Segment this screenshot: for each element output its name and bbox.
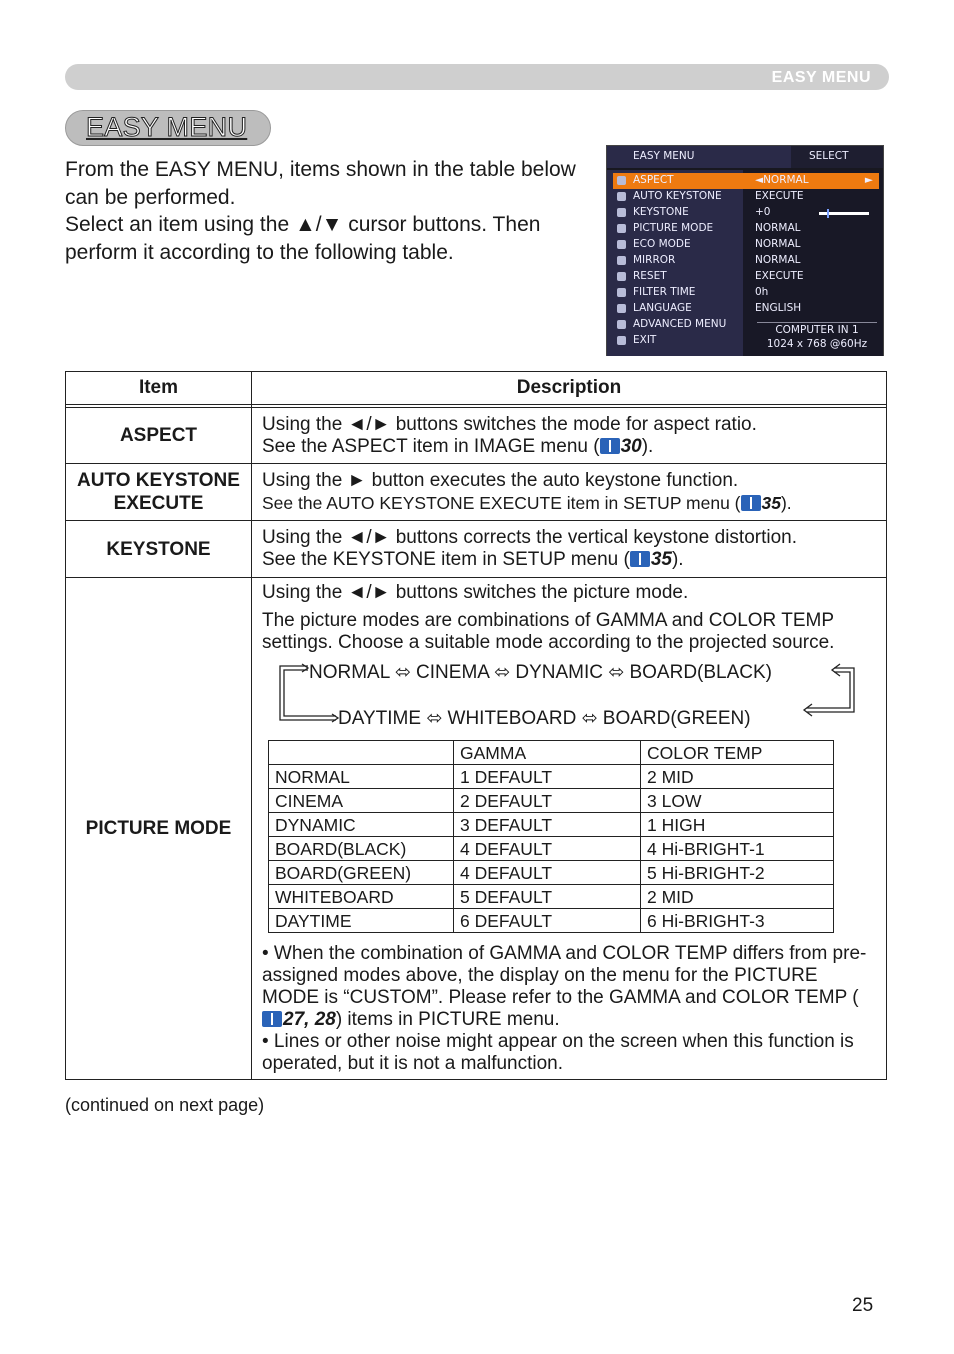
picture-mode-icon: [617, 224, 626, 233]
item-label-line: EXECUTE: [113, 493, 204, 514]
osd-item-label: KEYSTONE: [633, 206, 689, 218]
aspect-icon: [617, 176, 626, 185]
osd-item-label: ASPECT: [633, 174, 674, 186]
table-cell: 6 Hi-BRIGHT-3: [641, 909, 834, 933]
table-cell: 3 DEFAULT: [454, 813, 641, 837]
desc-line: Using the ◄/► buttons switches the mode for aspect ratio.: [262, 413, 757, 435]
page-number: 25: [852, 1295, 874, 1316]
table-cell: BOARD(GREEN): [269, 861, 454, 885]
filter-time-icon: [617, 288, 626, 297]
mirror-icon: [617, 256, 626, 265]
desc-text: ).: [780, 493, 792, 513]
table-header-row: [66, 372, 887, 405]
table-cell: 1 HIGH: [641, 813, 834, 837]
reset-icon: [617, 272, 626, 281]
table-cell: BOARD(BLACK): [269, 837, 454, 861]
table-cell: CINEMA: [269, 789, 454, 813]
table-row: [66, 464, 887, 521]
note-custom: [262, 943, 878, 1031]
table-cell: 4 Hi-BRIGHT-1: [641, 837, 834, 861]
osd-item-mirror: [607, 253, 883, 269]
desc-text: ).: [641, 435, 654, 457]
desc-text: See the AUTO KEYSTONE EXECUTE item in SETUP menu (: [262, 493, 741, 513]
keystone-slider-marker: [827, 209, 829, 218]
desc-line: Using the ◄/► buttons corrects the vertical keystone distortion.: [262, 527, 798, 548]
osd-item-value: 0h: [755, 286, 769, 298]
intro-paragraph-1: From the EASY MENU, items shown in the table below can be performed.: [65, 158, 576, 209]
item-auto-keystone: [66, 464, 252, 521]
item-picture-mode: PICTURE MODE: [66, 578, 252, 1080]
table-cell: WHITEBOARD: [269, 885, 454, 909]
desc-text: • When the combination of GAMMA and COLOR TEMP differs from pre-assigned modes above, the display on the menu for the PICTURE MODE is “CUSTOM”. Please refer to the GAMMA and COLOR TEMP (: [262, 943, 867, 1008]
desc-line: The picture modes are combinations of GAMMA and COLOR TEMP settings. Choose a suitable mode according to the projected source.: [262, 610, 835, 653]
desc-picture-mode: [252, 578, 887, 1080]
page-ref: 35: [650, 549, 672, 570]
desc-keystone: [252, 521, 887, 578]
table-row: [269, 885, 834, 909]
table-row: [269, 741, 834, 765]
osd-item-reset: [607, 269, 883, 285]
page-ref: 27, 28: [283, 1009, 336, 1030]
intro-text: [65, 156, 595, 266]
osd-item-label: ADVANCED MENU: [633, 318, 727, 330]
osd-input-info: [757, 322, 877, 351]
table-row: [269, 837, 834, 861]
table-cell: 6 DEFAULT: [454, 909, 641, 933]
osd-right-arrow: ►: [864, 174, 873, 186]
osd-item-value: EXECUTE: [755, 190, 804, 202]
mode-cycle-diagram: [262, 660, 878, 734]
osd-item-eco-mode: [607, 237, 883, 253]
desc-line: [262, 492, 878, 514]
osd-item-label: LANGUAGE: [633, 302, 692, 314]
osd-item-value: NORMAL: [755, 222, 801, 234]
table-row: [269, 813, 834, 837]
table-cell: 2 DEFAULT: [454, 789, 641, 813]
table-row: [269, 765, 834, 789]
desc-text: See the ASPECT item in IMAGE menu (: [262, 435, 600, 457]
item-label-line: AUTO KEYSTONE: [77, 470, 240, 491]
language-icon: [617, 304, 626, 313]
osd-title: EASY MENU: [633, 150, 695, 162]
page-title-badge: [65, 110, 271, 146]
header-item: Item: [66, 372, 252, 405]
header-bar: [65, 64, 889, 90]
book-icon: [741, 495, 761, 511]
desc-text: See the KEYSTONE item in SETUP menu (: [262, 549, 630, 570]
osd-item-value: NORMAL: [755, 254, 801, 266]
item-keystone: KEYSTONE: [66, 521, 252, 578]
section-label: EASY MENU: [771, 69, 871, 86]
desc-aspect: [252, 408, 887, 464]
keystone-icon: [617, 208, 626, 217]
desc-text: ).: [671, 549, 684, 570]
desc-line: Using the ► button executes the auto keystone function.: [262, 470, 739, 491]
osd-item-label: EXIT: [633, 334, 657, 346]
osd-item-label: RESET: [633, 270, 667, 282]
osd-item-auto-keystone: [607, 189, 883, 205]
osd-item-label: ECO MODE: [633, 238, 691, 250]
table-cell: NORMAL: [269, 765, 454, 789]
desc-line: [262, 436, 878, 458]
osd-menu-screenshot: [606, 145, 884, 356]
table-cell: 3 LOW: [641, 789, 834, 813]
osd-item-language: [607, 301, 883, 317]
desc-auto-keystone: [252, 464, 887, 521]
osd-input-name: COMPUTER IN 1: [757, 322, 877, 337]
page-ref: 30: [620, 435, 642, 457]
table-cell: 2 MID: [641, 885, 834, 909]
exit-icon: [617, 336, 626, 345]
osd-input-signal: 1024 x 768 @60Hz: [766, 338, 868, 350]
table-cell: DAYTIME: [269, 909, 454, 933]
table-row: [269, 789, 834, 813]
desc-line: [262, 549, 878, 571]
desc-text: ) items in PICTURE menu.: [335, 1009, 560, 1030]
page-title: EASY MENU: [86, 112, 248, 142]
table-cell: COLOR TEMP: [641, 741, 834, 765]
table-cell: 4 DEFAULT: [454, 861, 641, 885]
table-row: [66, 408, 887, 464]
table-cell: [269, 741, 454, 765]
table-row: [269, 861, 834, 885]
table-cell: 5 DEFAULT: [454, 885, 641, 909]
continued-note: (continued on next page): [65, 1095, 265, 1115]
table-cell: DYNAMIC: [269, 813, 454, 837]
item-aspect: ASPECT: [66, 408, 252, 464]
header-description: Description: [252, 372, 887, 405]
cycle-row-1: NORMAL ⬄ CINEMA ⬄ DYNAMIC ⬄ BOARD(BLACK): [309, 662, 773, 683]
cycle-row-2: DAYTIME ⬄ WHITEBOARD ⬄ BOARD(GREEN): [338, 708, 751, 729]
osd-item-label: PICTURE MODE: [633, 222, 714, 234]
osd-select-label: SELECT: [809, 150, 849, 162]
eco-mode-icon: [617, 240, 626, 249]
osd-select-hint: [791, 146, 883, 168]
osd-item-value: ENGLISH: [755, 302, 802, 314]
osd-header: [607, 146, 883, 168]
osd-item-value: NORMAL: [755, 238, 801, 250]
book-icon: [600, 438, 620, 454]
note-noise: • Lines or other noise might appear on the screen when this function is operated, but it is not a malfunction.: [262, 1031, 854, 1074]
table-cell: 4 DEFAULT: [454, 837, 641, 861]
easy-menu-table: [65, 371, 887, 1080]
intro-paragraph-2: Select an item using the ▲/▼ cursor buttons. Then perform it according to the following table.: [65, 213, 541, 264]
osd-item-label: MIRROR: [633, 254, 676, 266]
osd-item-picture-mode: [607, 221, 883, 237]
osd-item-aspect: [613, 173, 879, 189]
table-cell: 2 MID: [641, 765, 834, 789]
table-row: [269, 909, 834, 933]
osd-item-value: ◄NORMAL: [755, 174, 809, 186]
table-cell: 5 Hi-BRIGHT-2: [641, 861, 834, 885]
osd-item-label: FILTER TIME: [633, 286, 696, 298]
desc-line: Using the ◄/► buttons switches the picture mode.: [262, 582, 689, 603]
book-icon: [630, 551, 650, 567]
osd-item-label: AUTO KEYSTONE: [633, 190, 722, 202]
table-row: [66, 578, 887, 1080]
osd-item-value: +0: [755, 206, 771, 218]
table-cell: GAMMA: [454, 741, 641, 765]
auto-keystone-icon: [617, 192, 626, 201]
table-row: [66, 521, 887, 578]
picture-mode-table: [268, 740, 834, 933]
osd-item-value: EXECUTE: [755, 270, 804, 282]
advanced-menu-icon: [617, 320, 626, 329]
osd-item-filter-time: [607, 285, 883, 301]
table-cell: 1 DEFAULT: [454, 765, 641, 789]
book-icon: [262, 1011, 282, 1027]
page-ref: 35: [761, 493, 781, 513]
